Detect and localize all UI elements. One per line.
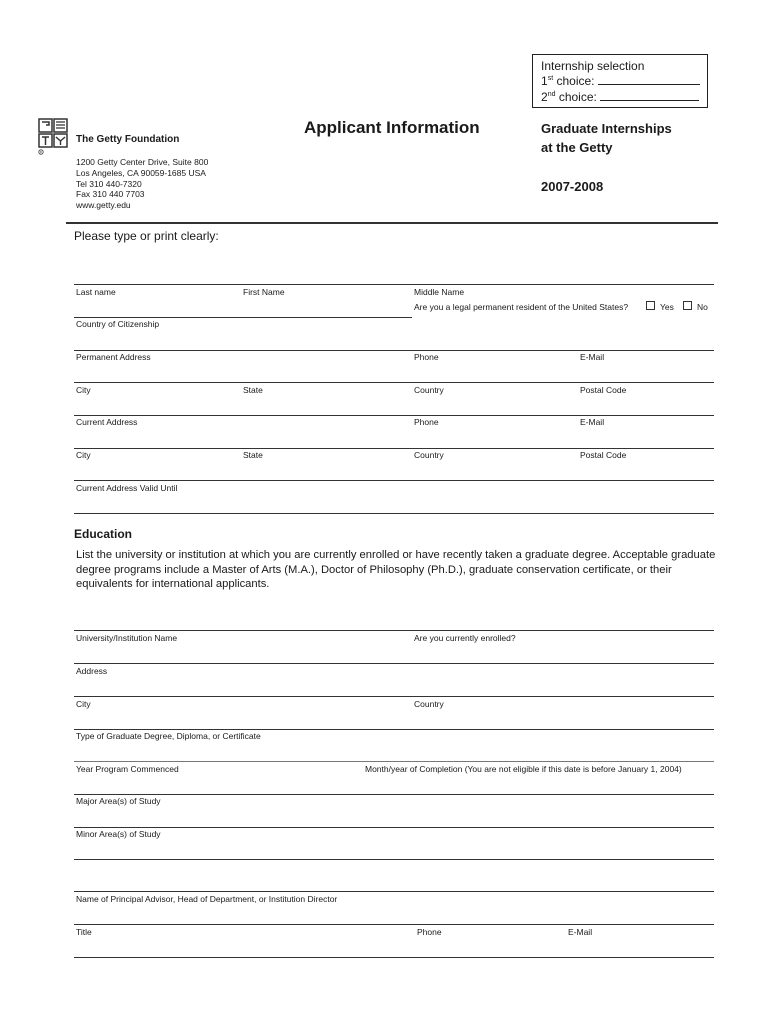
- curr-postal-label: Postal Code: [580, 450, 627, 460]
- second-choice-field[interactable]: [600, 90, 699, 101]
- resident-no-label: No: [697, 302, 708, 312]
- first-choice-field[interactable]: [598, 74, 700, 85]
- address-line: Los Angeles, CA 90059-1685 USA: [76, 167, 206, 178]
- website-link[interactable]: www.getty.edu: [76, 200, 131, 211]
- perm-phone-label: Phone: [414, 352, 439, 362]
- internship-selection-box: [532, 54, 708, 108]
- curr-country-label: Country: [414, 450, 444, 460]
- program-years: 2007-2008: [541, 179, 604, 194]
- row-divider: [74, 827, 714, 828]
- internship-selection-heading: Internship selection: [541, 59, 645, 73]
- second-choice-sup: nd: [547, 91, 556, 98]
- perm-state-label: State: [243, 385, 263, 395]
- completion-label: Month/year of Completion (You are not eligible if this date is before January 1, 2004): [365, 764, 682, 774]
- row-divider: [74, 859, 714, 860]
- advisor-phone-label: Phone: [417, 927, 442, 937]
- perm-postal-label: Postal Code: [580, 385, 627, 395]
- program-line: Graduate Internships: [541, 121, 672, 136]
- education-instructions: List the university or institution at which you are currently enrolled or have recently taken a graduate degree. Acceptable graduate degree programs include a Master of Arts (M.A.), Doctor of Philosophy (Ph.D.), graduate conservation certificate, or their equivalents for international applicants.: [76, 549, 716, 590]
- edu-address-label: Address: [76, 666, 108, 676]
- row-divider: [74, 729, 714, 730]
- first-choice-row: [541, 74, 700, 88]
- row-divider: [74, 794, 714, 795]
- perm-city-label: City: [76, 385, 91, 395]
- advisor-label: Name of Principal Advisor, Head of Department, or Institution Director: [76, 894, 338, 904]
- row-divider: [74, 761, 714, 762]
- enrolled-label: Are you currently enrolled?: [414, 633, 516, 643]
- row-divider: [74, 513, 714, 514]
- major-label: Major Area(s) of Study: [76, 796, 161, 806]
- row-divider: [74, 415, 714, 416]
- row-divider: [74, 382, 714, 383]
- first-choice-sup: st: [547, 75, 554, 82]
- row-divider: [74, 630, 714, 631]
- first-choice-num: 1: [541, 74, 548, 88]
- header-divider: [66, 222, 718, 224]
- citizenship-label: Country of Citizenship: [76, 319, 160, 329]
- program-title: [541, 119, 672, 157]
- instruction-text: Please type or print clearly:: [74, 229, 219, 243]
- first-name-label: First Name: [243, 287, 285, 297]
- resident-yes-checkbox[interactable]: [646, 301, 655, 310]
- row-divider: [74, 350, 714, 351]
- row-divider: [74, 480, 714, 481]
- institution-label: University/Institution Name: [76, 633, 178, 643]
- org-address: [76, 157, 208, 211]
- address-line: Fax 310 440 7703: [76, 189, 145, 200]
- perm-address-label: Permanent Address: [76, 352, 151, 362]
- resident-yes-label: Yes: [660, 302, 674, 312]
- edu-city-label: City: [76, 699, 91, 709]
- advisor-email-label: E-Mail: [568, 927, 593, 937]
- advisor-title-label: Title: [76, 927, 92, 937]
- first-choice-label: choice:: [556, 74, 595, 88]
- degree-type-label: Type of Graduate Degree, Diploma, or Certificate: [76, 731, 261, 741]
- row-divider: [74, 317, 412, 318]
- curr-address-label: Current Address: [76, 417, 138, 427]
- perm-email-label: E-Mail: [580, 352, 605, 362]
- address-line: Tel 310 440-7320: [76, 178, 142, 189]
- row-divider: [74, 663, 714, 664]
- row-divider: [74, 284, 714, 285]
- row-divider: [74, 448, 714, 449]
- row-divider: [74, 957, 714, 958]
- curr-email-label: E-Mail: [580, 417, 605, 427]
- getty-logo: [38, 118, 66, 155]
- resident-question: Are you a legal permanent resident of the United States?: [414, 302, 629, 312]
- education-heading: Education: [74, 527, 133, 541]
- year-commenced-label: Year Program Commenced: [76, 764, 179, 774]
- row-divider: [74, 696, 714, 697]
- curr-city-label: City: [76, 450, 91, 460]
- row-divider: [74, 924, 714, 925]
- resident-no-checkbox[interactable]: [683, 301, 692, 310]
- second-choice-num: 2: [541, 90, 548, 104]
- curr-state-label: State: [243, 450, 263, 460]
- minor-label: Minor Area(s) of Study: [76, 829, 161, 839]
- program-line: at the Getty: [541, 140, 613, 155]
- address-line: 1200 Getty Center Drive, Suite 800: [76, 157, 209, 167]
- form-title: Applicant Information: [304, 118, 480, 137]
- perm-country-label: Country: [414, 385, 444, 395]
- valid-until-label: Current Address Valid Until: [76, 483, 178, 493]
- last-name-label: Last name: [76, 287, 116, 297]
- curr-phone-label: Phone: [414, 417, 439, 427]
- middle-name-label: Middle Name: [414, 287, 465, 297]
- edu-country-label: Country: [414, 699, 444, 709]
- org-name: The Getty Foundation: [76, 134, 180, 145]
- svg-text:R: R: [39, 150, 42, 155]
- second-choice-row: [541, 90, 699, 104]
- row-divider: [74, 891, 714, 892]
- second-choice-label: choice:: [558, 90, 597, 104]
